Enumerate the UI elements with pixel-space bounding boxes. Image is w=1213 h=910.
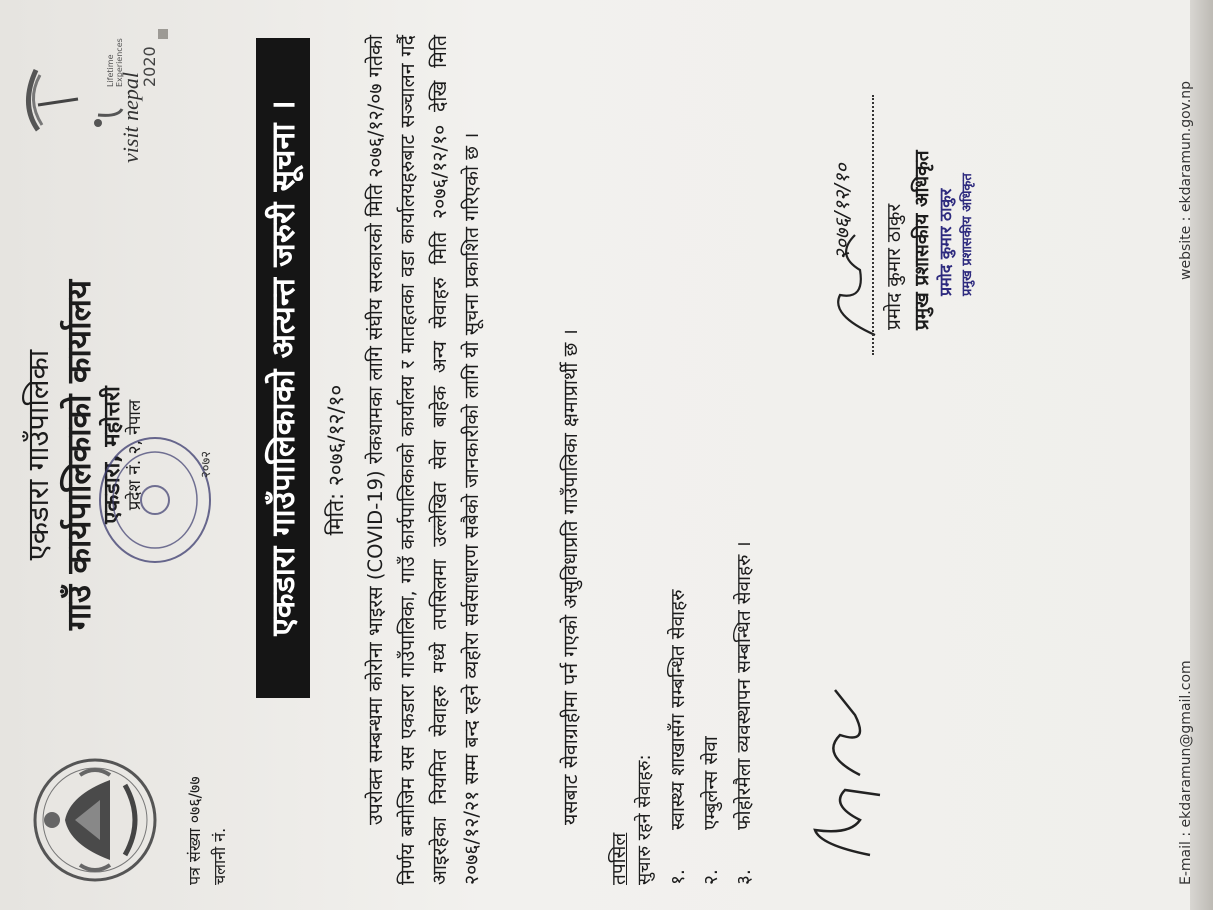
province-line: प्रदेश नं. २, नेपाल xyxy=(125,399,145,511)
dispatch-number: चलानी नं. xyxy=(210,827,229,885)
notice-title: एकडारा गाउँपालिकाको अत्यन्त जरुरी सूचना । xyxy=(256,38,310,698)
item-text: एम्बुलेन्स सेवा xyxy=(700,736,722,830)
list-item xyxy=(728,185,761,885)
visit-nepal-text: visit nepal xyxy=(118,71,143,163)
visit-nepal-logo xyxy=(18,15,168,165)
officer-stamp-title: प्रमुख प्रशासकीय अधिकृत xyxy=(960,173,975,296)
schedule-heading: तपसिल xyxy=(608,832,630,885)
officer-title: प्रमुख प्रशासकीय अधिकृत xyxy=(911,150,933,330)
visit-nepal-tagline: Lifetime Experiences xyxy=(106,38,124,87)
officer-name: प्रमोद कुमार ठाकुर xyxy=(883,203,905,330)
list-item xyxy=(662,185,695,885)
visit-nepal-year: 2020 xyxy=(140,46,159,87)
office-name: गाउँ कार्यपालिकाको कार्यालय xyxy=(59,279,98,631)
office-seal-stamp xyxy=(85,415,225,585)
notice-body xyxy=(360,35,488,885)
nepal-government-emblem xyxy=(30,755,160,885)
signature-line xyxy=(872,95,874,355)
item-number: ३. xyxy=(733,869,755,885)
service-list xyxy=(662,185,761,885)
item-text: फोहोरमैला व्यवस्थापन सम्बन्धित सेवाहरु । xyxy=(733,541,755,830)
item-number: २. xyxy=(700,869,722,885)
office-location: एकडारा, महोत्तरी xyxy=(100,386,125,524)
municipality-name: एकडारा गाउँपालिका xyxy=(21,349,55,561)
seal-year: २०७२ xyxy=(199,450,214,478)
signature-date: २०७६/१२/१० xyxy=(830,163,854,260)
notice-paragraph: उपरोक्त सम्बन्धमा कोरोना भाइरस (COVID-19) रोकथामका लागि संघीय सरकारको मिति २०७६/१२/०७ गतेको निर्णय बमोजिम यस एकडारा गाउँपालिका, गाउँ कार्यपालिकाको कार्यालय र मातहतका वडा कार्यालयहरुबाट सञ्चालन गर्दै आइरहेका नियमित सेवाहरु मध्ये तपसिलमा उल्लेखित सेवा बाहेक अन्य सेवाहरु मिति २०७६/१२/१० देखि मिति २०७६/१२/२१ सम्म बन्द रहने व्यहोरा सर्वसाधारण सबैको जानकारीको लागि यो सूचना प्रकाशित गरिएको छ । xyxy=(364,35,483,885)
item-text: स्वास्थ्य शाखासँग सम्बन्धित सेवाहरु xyxy=(667,589,689,830)
schedule-subheading: सुचारु रहने सेवाहरु: xyxy=(634,754,655,885)
footer-email: E-mail : ekdaramun@gmail.com xyxy=(1178,660,1194,885)
apology-line: यसबाट सेवाग्राहीमा पर्न गएको असुविधाप्रति गाउँपालिका क्षमाप्रार्थी छ । xyxy=(559,329,582,825)
left-signature xyxy=(800,665,890,865)
item-number: १. xyxy=(667,869,689,885)
list-item xyxy=(695,185,728,885)
footer-website: website : ekdaramun.gov.np xyxy=(1178,80,1194,280)
mountain-figure-icon xyxy=(18,15,168,165)
notice-date: मिति: २०७६/१२/१० xyxy=(324,384,348,536)
officer-stamp-name: प्रमोद कुमार ठाकुर xyxy=(936,188,955,296)
letter-reference-number: पत्र संख्या ०७६/७७ xyxy=(185,776,204,885)
